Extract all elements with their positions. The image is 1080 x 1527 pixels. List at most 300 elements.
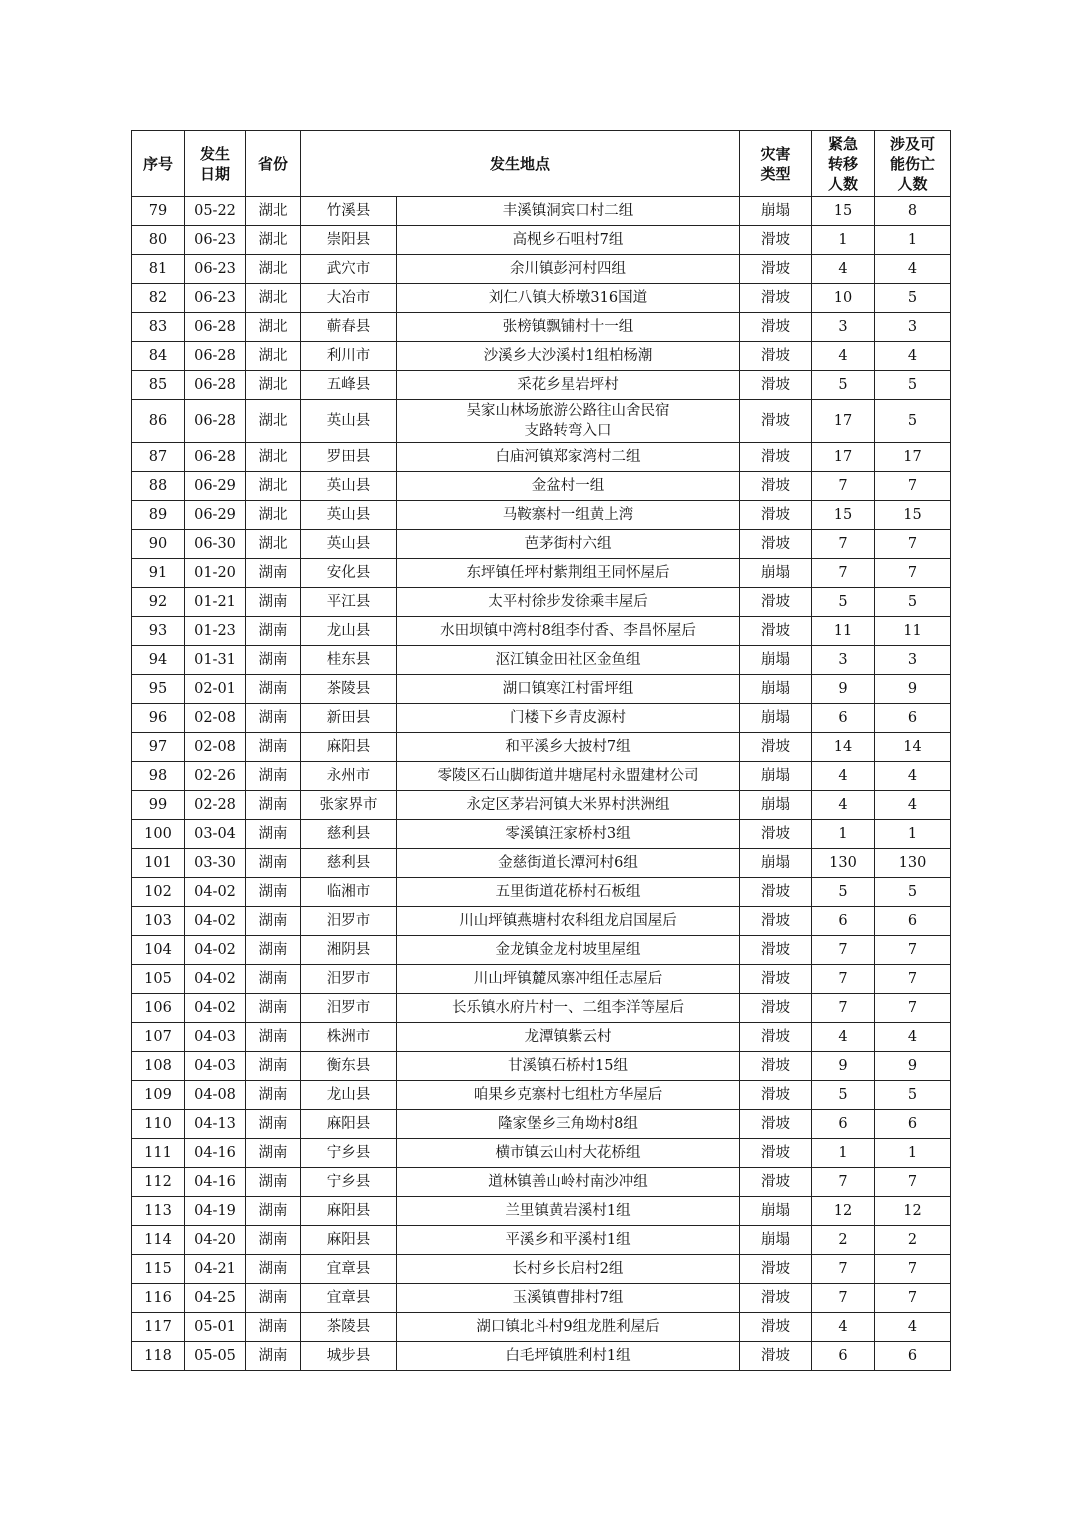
cell-type: 崩塌 (740, 791, 812, 820)
cell-date: 04-03 (185, 1023, 246, 1052)
cell-evacuated: 5 (812, 371, 875, 400)
table-row (132, 226, 951, 255)
cell-date: 06-28 (185, 371, 246, 400)
cell-county: 桂东县 (301, 646, 397, 675)
cell-index: 87 (132, 443, 185, 472)
cell-evacuated: 7 (812, 1255, 875, 1284)
table-row (132, 255, 951, 284)
cell-type: 滑坡 (740, 1255, 812, 1284)
cell-location: 白毛坪镇胜利村1组 (397, 1342, 740, 1371)
cell-casualties: 1 (875, 1139, 951, 1168)
table-row (132, 313, 951, 342)
table-row (132, 646, 951, 675)
table-row (132, 675, 951, 704)
cell-index: 96 (132, 704, 185, 733)
cell-county: 株洲市 (301, 1023, 397, 1052)
header-location: 发生地点 (301, 131, 740, 197)
table-row (132, 1226, 951, 1255)
table-body (132, 197, 951, 1371)
cell-type: 滑坡 (740, 400, 812, 443)
cell-type: 滑坡 (740, 878, 812, 907)
cell-casualties: 130 (875, 849, 951, 878)
cell-county: 英山县 (301, 530, 397, 559)
cell-evacuated: 1 (812, 226, 875, 255)
cell-evacuated: 4 (812, 762, 875, 791)
table-row (132, 1284, 951, 1313)
cell-evacuated: 2 (812, 1226, 875, 1255)
cell-casualties: 7 (875, 965, 951, 994)
cell-type: 滑坡 (740, 907, 812, 936)
cell-casualties: 4 (875, 791, 951, 820)
cell-province: 湖南 (246, 965, 301, 994)
cell-date: 02-08 (185, 733, 246, 762)
location-line: 支路转弯入口 (524, 423, 612, 439)
cell-location: 咱果乡克寨村七组杜方华屋后 (397, 1081, 740, 1110)
cell-province: 湖南 (246, 1284, 301, 1313)
table-row (132, 704, 951, 733)
cell-province: 湖北 (246, 443, 301, 472)
cell-province: 湖南 (246, 617, 301, 646)
cell-type: 滑坡 (740, 1081, 812, 1110)
table-row (132, 762, 951, 791)
cell-index: 106 (132, 994, 185, 1023)
table-row (132, 994, 951, 1023)
cell-casualties: 5 (875, 400, 951, 443)
cell-evacuated: 7 (812, 1284, 875, 1313)
cell-evacuated: 4 (812, 791, 875, 820)
cell-index: 88 (132, 472, 185, 501)
header-type: 灾害 类型 (740, 131, 812, 197)
cell-date: 04-20 (185, 1226, 246, 1255)
cell-location: 川山坪镇麓凤寨冲组任志屋后 (397, 965, 740, 994)
table-row (132, 1197, 951, 1226)
cell-casualties: 7 (875, 1168, 951, 1197)
cell-index: 91 (132, 559, 185, 588)
cell-index: 93 (132, 617, 185, 646)
cell-location (397, 400, 740, 443)
cell-date: 04-13 (185, 1110, 246, 1139)
cell-county: 汨罗市 (301, 907, 397, 936)
cell-casualties: 17 (875, 443, 951, 472)
table-row (132, 1023, 951, 1052)
cell-province: 湖北 (246, 472, 301, 501)
cell-province: 湖南 (246, 878, 301, 907)
cell-type: 滑坡 (740, 588, 812, 617)
cell-casualties: 6 (875, 1342, 951, 1371)
cell-location: 金龙镇金龙村坡里屋组 (397, 936, 740, 965)
cell-date: 06-28 (185, 443, 246, 472)
cell-casualties: 12 (875, 1197, 951, 1226)
cell-type: 滑坡 (740, 1052, 812, 1081)
cell-index: 80 (132, 226, 185, 255)
cell-casualties: 7 (875, 1284, 951, 1313)
cell-county: 慈利县 (301, 849, 397, 878)
cell-index: 113 (132, 1197, 185, 1226)
cell-location: 和平溪乡大披村7组 (397, 733, 740, 762)
table-row (132, 733, 951, 762)
table-row (132, 443, 951, 472)
cell-casualties: 2 (875, 1226, 951, 1255)
cell-province: 湖南 (246, 1023, 301, 1052)
cell-type: 滑坡 (740, 1284, 812, 1313)
cell-index: 89 (132, 501, 185, 530)
cell-evacuated: 3 (812, 313, 875, 342)
cell-date: 05-01 (185, 1313, 246, 1342)
cell-county: 利川市 (301, 342, 397, 371)
cell-location: 甘溪镇石桥村15组 (397, 1052, 740, 1081)
cell-county: 英山县 (301, 501, 397, 530)
header-province: 省份 (246, 131, 301, 197)
cell-province: 湖南 (246, 675, 301, 704)
cell-province: 湖北 (246, 226, 301, 255)
cell-date: 04-02 (185, 994, 246, 1023)
cell-index: 116 (132, 1284, 185, 1313)
cell-index: 108 (132, 1052, 185, 1081)
cell-index: 117 (132, 1313, 185, 1342)
cell-type: 滑坡 (740, 1110, 812, 1139)
cell-province: 湖南 (246, 936, 301, 965)
cell-province: 湖南 (246, 849, 301, 878)
cell-county: 城步县 (301, 1342, 397, 1371)
cell-casualties: 7 (875, 530, 951, 559)
disaster-table (131, 130, 951, 1371)
cell-evacuated: 9 (812, 675, 875, 704)
cell-type: 滑坡 (740, 371, 812, 400)
cell-location: 金慈街道长潭河村6组 (397, 849, 740, 878)
cell-index: 101 (132, 849, 185, 878)
cell-index: 115 (132, 1255, 185, 1284)
cell-county: 龙山县 (301, 617, 397, 646)
cell-province: 湖南 (246, 1313, 301, 1342)
cell-location: 道林镇善山岭村南沙冲组 (397, 1168, 740, 1197)
table-row (132, 588, 951, 617)
cell-province: 湖南 (246, 1081, 301, 1110)
cell-casualties: 3 (875, 313, 951, 342)
cell-province: 湖南 (246, 559, 301, 588)
location-line: 吴家山林场旅游公路往山舍民宿 (466, 403, 670, 419)
cell-province: 湖南 (246, 820, 301, 849)
cell-province: 湖北 (246, 530, 301, 559)
cell-casualties: 5 (875, 1081, 951, 1110)
cell-index: 81 (132, 255, 185, 284)
cell-type: 滑坡 (740, 965, 812, 994)
cell-type: 崩塌 (740, 1197, 812, 1226)
cell-casualties: 1 (875, 226, 951, 255)
cell-type: 滑坡 (740, 820, 812, 849)
cell-type: 崩塌 (740, 197, 812, 226)
table-row (132, 820, 951, 849)
table-row (132, 400, 951, 443)
cell-date: 02-28 (185, 791, 246, 820)
cell-location: 川山坪镇燕塘村农科组龙启国屋后 (397, 907, 740, 936)
cell-county: 新田县 (301, 704, 397, 733)
cell-date: 06-23 (185, 255, 246, 284)
cell-province: 湖南 (246, 1168, 301, 1197)
cell-county: 茶陵县 (301, 1313, 397, 1342)
cell-index: 104 (132, 936, 185, 965)
cell-county: 汨罗市 (301, 994, 397, 1023)
cell-type: 滑坡 (740, 994, 812, 1023)
cell-evacuated: 7 (812, 530, 875, 559)
cell-index: 109 (132, 1081, 185, 1110)
cell-casualties: 4 (875, 342, 951, 371)
table-row (132, 1342, 951, 1371)
cell-location: 丰溪镇洞宾口村二组 (397, 197, 740, 226)
cell-index: 103 (132, 907, 185, 936)
cell-casualties: 7 (875, 994, 951, 1023)
header-index: 序号 (132, 131, 185, 197)
cell-casualties: 15 (875, 501, 951, 530)
cell-province: 湖南 (246, 994, 301, 1023)
cell-location: 长乐镇水府片村一、二组李洋等屋后 (397, 994, 740, 1023)
cell-province: 湖南 (246, 646, 301, 675)
cell-type: 滑坡 (740, 443, 812, 472)
cell-evacuated: 17 (812, 443, 875, 472)
cell-index: 79 (132, 197, 185, 226)
cell-county: 汨罗市 (301, 965, 397, 994)
table-row (132, 530, 951, 559)
cell-date: 06-23 (185, 226, 246, 255)
table-row (132, 342, 951, 371)
cell-date: 04-16 (185, 1139, 246, 1168)
table-row (132, 965, 951, 994)
cell-index: 90 (132, 530, 185, 559)
cell-evacuated: 10 (812, 284, 875, 313)
cell-type: 滑坡 (740, 1168, 812, 1197)
table-row (132, 849, 951, 878)
cell-province: 湖北 (246, 342, 301, 371)
cell-type: 滑坡 (740, 284, 812, 313)
cell-index: 102 (132, 878, 185, 907)
cell-evacuated: 1 (812, 820, 875, 849)
cell-county: 罗田县 (301, 443, 397, 472)
cell-location: 刘仁八镇大桥墩316国道 (397, 284, 740, 313)
cell-evacuated: 6 (812, 1110, 875, 1139)
cell-evacuated: 7 (812, 965, 875, 994)
cell-county: 慈利县 (301, 820, 397, 849)
cell-evacuated: 7 (812, 1168, 875, 1197)
cell-county: 衡东县 (301, 1052, 397, 1081)
header-casualties: 涉及可 能伤亡 人数 (875, 131, 951, 197)
cell-date: 06-30 (185, 530, 246, 559)
cell-type: 滑坡 (740, 472, 812, 501)
cell-evacuated: 7 (812, 472, 875, 501)
cell-county: 平江县 (301, 588, 397, 617)
cell-county: 五峰县 (301, 371, 397, 400)
cell-date: 06-29 (185, 501, 246, 530)
cell-location: 水田坝镇中湾村8组李付香、李昌怀屋后 (397, 617, 740, 646)
cell-index: 98 (132, 762, 185, 791)
cell-type: 崩塌 (740, 1226, 812, 1255)
table-row (132, 1052, 951, 1081)
cell-county: 麻阳县 (301, 1226, 397, 1255)
cell-county: 武穴市 (301, 255, 397, 284)
cell-casualties: 4 (875, 1313, 951, 1342)
table-row (132, 1313, 951, 1342)
cell-evacuated: 11 (812, 617, 875, 646)
cell-type: 滑坡 (740, 733, 812, 762)
cell-index: 105 (132, 965, 185, 994)
cell-county: 蕲春县 (301, 313, 397, 342)
cell-casualties: 7 (875, 1255, 951, 1284)
cell-date: 01-20 (185, 559, 246, 588)
cell-type: 崩塌 (740, 704, 812, 733)
cell-casualties: 8 (875, 197, 951, 226)
cell-county: 竹溪县 (301, 197, 397, 226)
table-row (132, 617, 951, 646)
cell-casualties: 14 (875, 733, 951, 762)
cell-index: 99 (132, 791, 185, 820)
cell-casualties: 1 (875, 820, 951, 849)
cell-location: 隆家堡乡三角坳村8组 (397, 1110, 740, 1139)
cell-evacuated: 7 (812, 994, 875, 1023)
header-evacuated: 紧急 转移 人数 (812, 131, 875, 197)
cell-date: 06-29 (185, 472, 246, 501)
cell-county: 宜章县 (301, 1255, 397, 1284)
cell-county: 大冶市 (301, 284, 397, 313)
cell-date: 04-25 (185, 1284, 246, 1313)
cell-location: 白庙河镇郑家湾村二组 (397, 443, 740, 472)
cell-county: 宁乡县 (301, 1139, 397, 1168)
table-row (132, 472, 951, 501)
cell-location: 太平村徐步发徐乘丰屋后 (397, 588, 740, 617)
cell-type: 滑坡 (740, 530, 812, 559)
table-row (132, 936, 951, 965)
table-row (132, 878, 951, 907)
cell-date: 05-22 (185, 197, 246, 226)
cell-type: 滑坡 (740, 1023, 812, 1052)
cell-evacuated: 12 (812, 1197, 875, 1226)
cell-date: 04-02 (185, 936, 246, 965)
cell-casualties: 11 (875, 617, 951, 646)
cell-county: 英山县 (301, 472, 397, 501)
table-row (132, 1168, 951, 1197)
cell-location: 东坪镇任坪村紫荆组王同怀屋后 (397, 559, 740, 588)
cell-casualties: 7 (875, 472, 951, 501)
cell-index: 94 (132, 646, 185, 675)
cell-date: 02-08 (185, 704, 246, 733)
cell-index: 112 (132, 1168, 185, 1197)
cell-date: 04-08 (185, 1081, 246, 1110)
cell-province: 湖南 (246, 1110, 301, 1139)
cell-date: 01-31 (185, 646, 246, 675)
cell-province: 湖北 (246, 400, 301, 443)
cell-casualties: 4 (875, 762, 951, 791)
cell-county: 崇阳县 (301, 226, 397, 255)
cell-province: 湖南 (246, 762, 301, 791)
table-row (132, 1255, 951, 1284)
cell-date: 06-23 (185, 284, 246, 313)
cell-evacuated: 7 (812, 936, 875, 965)
cell-county: 龙山县 (301, 1081, 397, 1110)
cell-type: 滑坡 (740, 1342, 812, 1371)
table-row (132, 1110, 951, 1139)
cell-location: 湖口镇北斗村9组龙胜利屋后 (397, 1313, 740, 1342)
cell-province: 湖南 (246, 1255, 301, 1284)
cell-index: 84 (132, 342, 185, 371)
cell-province: 湖南 (246, 733, 301, 762)
cell-evacuated: 130 (812, 849, 875, 878)
cell-index: 85 (132, 371, 185, 400)
cell-evacuated: 6 (812, 704, 875, 733)
cell-province: 湖南 (246, 588, 301, 617)
cell-province: 湖南 (246, 1197, 301, 1226)
cell-evacuated: 6 (812, 907, 875, 936)
cell-location: 余川镇彭河村四组 (397, 255, 740, 284)
cell-location: 马鞍寨村一组黄上湾 (397, 501, 740, 530)
cell-province: 湖南 (246, 791, 301, 820)
cell-date: 06-28 (185, 313, 246, 342)
cell-date: 03-04 (185, 820, 246, 849)
cell-province: 湖北 (246, 197, 301, 226)
cell-evacuated: 4 (812, 342, 875, 371)
cell-province: 湖南 (246, 704, 301, 733)
table-header (132, 131, 951, 197)
cell-index: 83 (132, 313, 185, 342)
cell-location: 张榜镇飘铺村十一组 (397, 313, 740, 342)
cell-casualties: 5 (875, 588, 951, 617)
cell-location: 门楼下乡青皮源村 (397, 704, 740, 733)
table-row (132, 791, 951, 820)
cell-type: 滑坡 (740, 1139, 812, 1168)
cell-evacuated: 17 (812, 400, 875, 443)
cell-evacuated: 14 (812, 733, 875, 762)
cell-date: 04-21 (185, 1255, 246, 1284)
cell-index: 92 (132, 588, 185, 617)
cell-index: 86 (132, 400, 185, 443)
table-row (132, 1081, 951, 1110)
cell-type: 滑坡 (740, 617, 812, 646)
cell-location: 五里街道花桥村石板组 (397, 878, 740, 907)
cell-province: 湖北 (246, 284, 301, 313)
cell-province: 湖南 (246, 1226, 301, 1255)
cell-province: 湖南 (246, 1342, 301, 1371)
cell-location: 龙潭镇紫云村 (397, 1023, 740, 1052)
cell-evacuated: 5 (812, 1081, 875, 1110)
cell-type: 崩塌 (740, 646, 812, 675)
cell-date: 04-03 (185, 1052, 246, 1081)
cell-type: 滑坡 (740, 255, 812, 284)
cell-location: 采花乡星岩坪村 (397, 371, 740, 400)
cell-index: 82 (132, 284, 185, 313)
cell-type: 崩塌 (740, 559, 812, 588)
cell-date: 01-23 (185, 617, 246, 646)
cell-location: 零溪镇汪家桥村3组 (397, 820, 740, 849)
cell-evacuated: 9 (812, 1052, 875, 1081)
cell-location: 平溪乡和平溪村1组 (397, 1226, 740, 1255)
cell-province: 湖北 (246, 371, 301, 400)
cell-county: 张家界市 (301, 791, 397, 820)
table-row (132, 1139, 951, 1168)
cell-location: 芭茅街村六组 (397, 530, 740, 559)
cell-type: 滑坡 (740, 1313, 812, 1342)
cell-index: 95 (132, 675, 185, 704)
cell-index: 110 (132, 1110, 185, 1139)
cell-county: 宁乡县 (301, 1168, 397, 1197)
cell-casualties: 3 (875, 646, 951, 675)
cell-county: 永州市 (301, 762, 397, 791)
header-date: 发生 日期 (185, 131, 246, 197)
cell-casualties: 5 (875, 371, 951, 400)
cell-type: 滑坡 (740, 342, 812, 371)
cell-date: 04-02 (185, 907, 246, 936)
cell-evacuated: 4 (812, 1313, 875, 1342)
cell-county: 麻阳县 (301, 733, 397, 762)
cell-county: 英山县 (301, 400, 397, 443)
cell-location: 玉溪镇曹排村7组 (397, 1284, 740, 1313)
cell-date: 04-19 (185, 1197, 246, 1226)
cell-evacuated: 4 (812, 255, 875, 284)
